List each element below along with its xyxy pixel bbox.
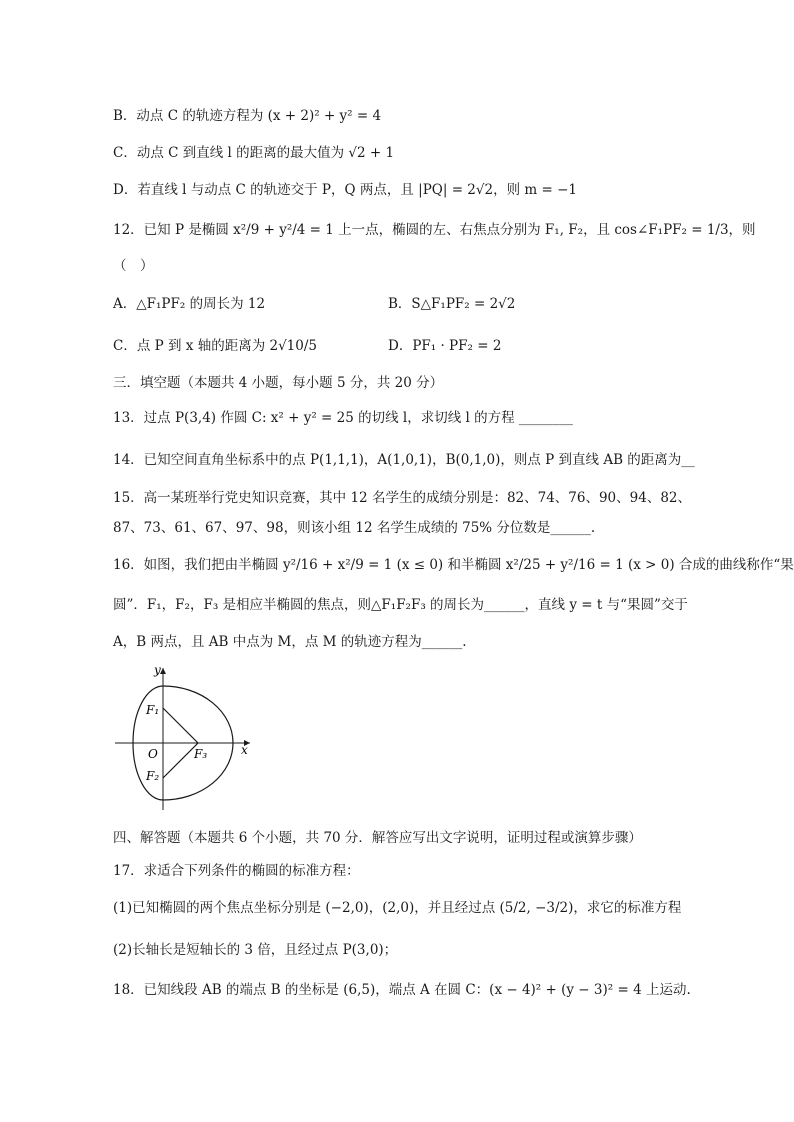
section-4-heading: 四、解答题（本题共 6 个小题，共 70 分．解答应写出文字说明，证明过程或演算步骤） — [113, 830, 642, 846]
option-c-line: C．动点 C 到直线 l 的距离的最大值为 √2 + 1 — [113, 145, 395, 161]
question-18: 18．已知线段 AB 的端点 B 的坐标是 (6,5)，端点 A 在圆 C：(x − 4)² + (y − 3)² = 4 上运动. — [113, 982, 691, 998]
fruit-circle-figure — [110, 662, 260, 812]
x-axis-label: x — [241, 743, 248, 757]
fruit-circle-svg — [110, 662, 260, 812]
f2-label: F₂ — [146, 769, 160, 783]
question-16-line1: 16．如图，我们把由半椭圆 y²/16 + x²/9 = 1 (x ≤ 0) 和半椭圆 x²/25 + y²/16 = 1 (x > 0) 合成的曲线称作“果 — [113, 557, 794, 573]
question-15-line1: 15．高一某班举行党史知识竞赛，其中 12 名学生的成绩分别是：82、74、76、90、94、82、 — [113, 490, 692, 506]
f3-label: F₃ — [194, 747, 208, 761]
section-3-heading: 三．填空题（本题共 4 小题，每小题 5 分，共 20 分） — [113, 375, 444, 391]
question-12-paren: （ ） — [113, 258, 154, 274]
q12-option-a: A．△F₁PF₂ 的周长为 12 — [113, 296, 266, 312]
question-14: 14．已知空间直角坐标系中的点 P(1,1,1)，A(1,0,1)，B(0,1,0)，则点 P 到直线 AB 的距离为__ — [113, 452, 695, 468]
q12-option-b: B．S△F₁PF₂ = 2√2 — [388, 296, 516, 312]
q12-option-c: C．点 P 到 x 轴的距离为 2√10/5 — [113, 338, 317, 354]
question-15-line2: 87、73、61、67、97、98，则该小组 12 名学生成绩的 75% 分位数是______. — [113, 520, 596, 536]
f1-label: F₁ — [146, 703, 160, 717]
question-17: 17．求适合下列条件的椭圆的标准方程： — [113, 863, 360, 879]
q12-option-d: D．PF₁ · PF₂ = 2 — [388, 338, 502, 354]
question-17-part1: (1)已知椭圆的两个焦点坐标分别是 (−2,0)，(2,0)，并且经过点 (5/2, −3/2)，求它的标准方程 — [113, 900, 682, 916]
question-16-line2: 圆”．F₁，F₂，F₃ 是相应半椭圆的焦点，则△F₁F₂F₃ 的周长为______，直线 y = t 与“果圆”交于 — [113, 597, 688, 613]
option-b-line: B．动点 C 的轨迹方程为 (x + 2)² + y² = 4 — [113, 108, 382, 124]
question-16-line3: A，B 两点，且 AB 中点为 M，点 M 的轨迹方程为______. — [113, 634, 467, 650]
question-12: 12．已知 P 是椭圆 x²/9 + y²/4 = 1 上一点，椭圆的左、右焦点分别为 F₁, F₂，且 cos∠F₁PF₂ = 1/3，则 — [113, 222, 756, 238]
question-17-part2: (2)长轴长是短轴长的 3 倍，且经过点 P(3,0)； — [113, 942, 398, 958]
y-axis-label: y — [154, 663, 161, 677]
origin-label: O — [148, 747, 158, 761]
question-13: 13．过点 P(3,4) 作圆 C: x² + y² = 25 的切线 l，求切线 l 的方程 ________ — [113, 410, 573, 426]
option-d-line: D．若直线 l 与动点 C 的轨迹交于 P，Q 两点，且 |PQ| = 2√2，则 m = −1 — [113, 182, 577, 198]
